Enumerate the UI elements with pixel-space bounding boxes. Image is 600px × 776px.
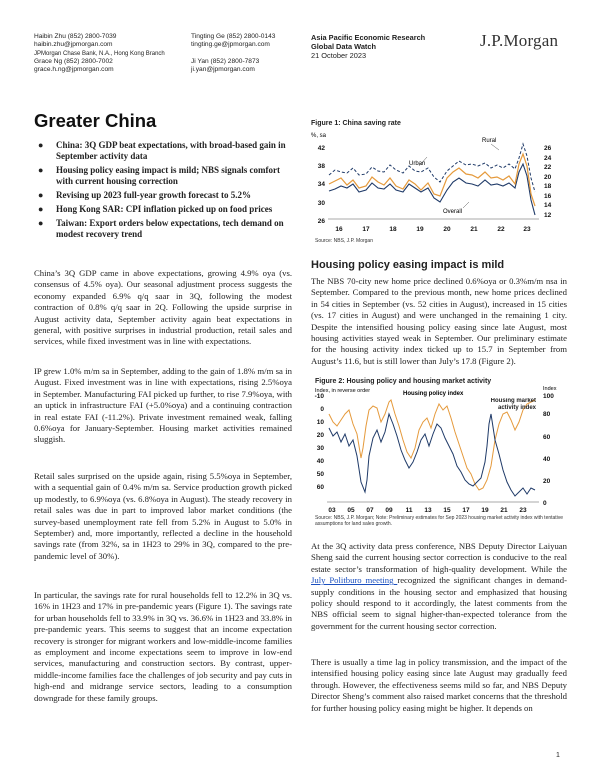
axis-tick-label: 60 bbox=[316, 484, 324, 491]
body-paragraph: Retail sales surprised on the upside again, rising 5.5%oya in September, with a sequential gain of 0.4% m/m sa. Service production growth picked up modestly, to 6.9%oya (vs. 6.8%oya in August). The steady recovery in retail sales was due in part to improved labor market conditions (the survey-based unemployment rate fell from 5.2% in August to 5.0% in September) and, more importantly, reflected a decline in the household savings rate (from 32%, sa in 1H23 to 29% in 3Q, compared to the pre-pandemic level of 30%). bbox=[34, 471, 292, 561]
axis-tick-label: 22 bbox=[544, 164, 552, 171]
figure2-source-box bbox=[315, 515, 576, 531]
axis-tick-label: 03 bbox=[328, 507, 336, 514]
axis-tick-label: 0 bbox=[543, 500, 547, 507]
series-label-rural: Rural bbox=[482, 138, 497, 144]
axis-tick-label: 20 bbox=[443, 226, 451, 233]
page-title: Greater China bbox=[34, 110, 157, 131]
series-label-urban: Urban bbox=[409, 161, 426, 167]
figure1-x-axis bbox=[335, 226, 531, 233]
axis-tick-label: 23 bbox=[519, 507, 527, 514]
axis-tick-label: 17 bbox=[462, 507, 470, 514]
figure1-unit: %, sa bbox=[311, 133, 327, 139]
axis-tick-label: 40 bbox=[316, 458, 324, 465]
axis-tick-label: 10 bbox=[316, 419, 324, 426]
contact-name: Haibin Zhu (852) 2800-7039 bbox=[34, 33, 117, 40]
body-paragraph: China’s 3Q GDP came in above expectations, growing 4.9% oya (vs. consensus of 4.5% oya). Our seasonal adjustment process suggests the economy expanded 6.9% q/q saar in 3Q, following the modest contraction of 0.8% q/q saar in 2Q. Following the upside surprise in August activity data, September activity again beat expectations in general, with positive surprises in industrial production, retail sales and services, while fixed investment was in line with expectations. bbox=[34, 268, 292, 347]
axis-tick-label: 42 bbox=[317, 145, 325, 152]
figure1-chart bbox=[311, 128, 576, 246]
contact-email[interactable]: haibin.zhu@jpmorgan.com bbox=[34, 41, 113, 49]
figure2-title: Figure 2: Housing policy and housing market activity bbox=[315, 378, 492, 385]
figure2-x-axis bbox=[328, 507, 527, 514]
body-paragraph: The NBS 70-city new home price declined 0.6%oya or 0.3%m/m nsa in September. Compared to the previous month, new home prices declined in 54 cities in September (vs. 52 cities in August), increased in 15 cities (vs. 17 cities in August) and were unchanged in the remaining 1 city. Despite the intensified housing policy easing since late August, most housing activities stayed weak in September. Our preliminary estimate for the housing activity index ticked up to 15.7 in September from August’s 11.6, but is still lower than July’s 17.8 (Figure 2). bbox=[311, 276, 567, 366]
overall-pointer bbox=[463, 202, 469, 208]
axis-tick-label: 20 bbox=[316, 432, 324, 439]
body-paragraph: In particular, the savings rate for rural households fell to 12.2% in 3Q vs. 16% in 1H23 and 17% in pre-pandemic years (Figure 1). The savings rate for urban households fell to 33.9% in 3Q vs. 36.6% in 1H23 and 33.8% in pre-pandemic years. This seems to suggest that an income expectation recovery is stronger for migrant workers and low-middle-income families as employment and income expectations seem to improve in low-end services, manufacturing and construction sectors. By contrast, upper-middle-income families face the challenges of job security and pay cuts in high-end and midrange service sectors, leading to a consumption downgrade for these family groups. bbox=[34, 590, 292, 703]
figure2-source: Source: NBS, J.P. Morgan; Note: Preliminary estimates for Sep 2023 housing market activity index with tentative assumptions for land sales growth. bbox=[315, 515, 564, 527]
figure1-left-axis bbox=[318, 145, 326, 225]
axis-tick-label: 20 bbox=[544, 174, 552, 181]
axis-tick-label: 16 bbox=[335, 226, 343, 233]
figure1-right-axis bbox=[544, 145, 552, 219]
key-point: ● Hong Kong SAR: CPI inflation picked up on food prices bbox=[38, 204, 273, 214]
axis-tick-label: 30 bbox=[316, 445, 324, 452]
contact-name: Tingting Ge (852) 2800-0143 bbox=[191, 33, 276, 40]
axis-tick-label: 0 bbox=[320, 406, 324, 413]
axis-tick-label: 18 bbox=[389, 226, 397, 233]
axis-tick-label: 38 bbox=[317, 163, 325, 170]
axis-tick-label: 60 bbox=[543, 434, 551, 441]
figure1-title: Figure 1: China saving rate bbox=[311, 120, 401, 127]
politburo-meeting-link[interactable]: July Politburo meeting bbox=[311, 575, 398, 586]
axis-tick-label: 19 bbox=[416, 226, 424, 233]
series-line-urban bbox=[329, 144, 535, 192]
axis-tick-label: 13 bbox=[424, 507, 432, 514]
axis-tick-label: 21 bbox=[470, 226, 478, 233]
axis-tick-label: 17 bbox=[362, 226, 370, 233]
contact-email[interactable]: ji.yan@jpmorgan.com bbox=[191, 66, 255, 74]
contact-3 bbox=[34, 58, 194, 75]
key-points-list bbox=[34, 140, 292, 243]
axis-tick-label: 11 bbox=[405, 507, 413, 514]
body-paragraph bbox=[311, 541, 567, 632]
axis-tick-label: 80 bbox=[543, 411, 551, 418]
paragraph-text: recognized the significant changes in demand-supply conditions in the housing sector and emphasized that housing policy should respond to it accordingly, the latest comments from the NBS official seem to signal higher-than-expected tolerance from the government for the current housing sector correction. bbox=[311, 575, 567, 631]
contact-name: Grace Ng (852) 2800-7002 bbox=[34, 58, 113, 65]
contact-email[interactable]: tingting.ge@jpmorgan.com bbox=[191, 41, 270, 49]
report-header bbox=[311, 33, 425, 60]
body-paragraph: IP grew 1.0% m/m sa in September, adding to the gain of 1.8% m/m sa in August. Fixed investment was in line with expectations, rising 2.5%oya in September. Manufacturing FAI picked up further, to rise 7.9%oya, with an uptick in infrastructure FAI (+5.0%oya) and a continuing contraction in real estate FAI (-11.2%). Private investment remained weak, falling 0.6%oya for January-September. Housing market activities remained sluggish. bbox=[34, 366, 292, 445]
contact-name: Ji Yan (852) 2800-7873 bbox=[191, 58, 260, 65]
page-number: 1 bbox=[556, 752, 560, 759]
axis-tick-label: 26 bbox=[544, 145, 552, 152]
axis-tick-label: 100 bbox=[543, 393, 554, 400]
axis-tick-label: 16 bbox=[544, 193, 552, 200]
axis-tick-label: 15 bbox=[443, 507, 451, 514]
axis-tick-label: 12 bbox=[544, 212, 552, 219]
axis-tick-label: 07 bbox=[366, 507, 374, 514]
contact-affiliation: JPMorgan Chase Bank, N.A., Hong Kong Branch bbox=[34, 50, 165, 57]
axis-tick-label: 50 bbox=[316, 471, 324, 478]
series-label-housing-policy: Housing policy index bbox=[403, 391, 464, 397]
axis-tick-label: 05 bbox=[347, 507, 355, 514]
axis-tick-label: 18 bbox=[544, 183, 552, 190]
axis-tick-label: 23 bbox=[523, 226, 531, 233]
key-point: ● Taiwan: Export orders below expectations, tech demand on modest recovery trend bbox=[38, 218, 284, 239]
figure1-source: Source: NBS, J.P. Morgan bbox=[315, 238, 373, 244]
contact-email[interactable]: grace.h.ng@jpmorgan.com bbox=[34, 66, 114, 74]
series-line-rural bbox=[329, 154, 535, 206]
axis-tick-label: 09 bbox=[385, 507, 393, 514]
series-label-overall: Overall bbox=[443, 209, 463, 215]
rural-pointer bbox=[491, 144, 499, 150]
key-point: ● China: 3Q GDP beat expectations, with broad-based gain in September activity data bbox=[38, 140, 286, 161]
section-heading: Housing policy easing impact is mild bbox=[311, 259, 505, 271]
axis-tick-label: -10 bbox=[314, 393, 324, 400]
axis-tick-label: 26 bbox=[317, 218, 325, 225]
body-paragraph: There is usually a time lag in policy transmission, and the impact of the intensified housing policy easing since late August may gradually feed through. However, the effectiveness seems mild so far, and NBS Deputy Director Sheng’s comment also raised market concerns that the threshold for further housing policy easing might be higher. It depends on bbox=[311, 657, 567, 713]
figure2-right-axis bbox=[543, 393, 554, 507]
contact-4 bbox=[191, 58, 351, 75]
axis-tick-label: 24 bbox=[544, 155, 552, 162]
axis-tick-label: 30 bbox=[317, 200, 325, 207]
axis-tick-label: 19 bbox=[481, 507, 489, 514]
jpmorgan-logo: J.P.Morgan bbox=[480, 31, 559, 50]
publication-date: 21 October 2023 bbox=[311, 51, 367, 60]
figure2-left-axis-label: Index, in reverse order bbox=[315, 388, 371, 394]
axis-tick-label: 14 bbox=[544, 202, 552, 209]
axis-tick-label: 34 bbox=[317, 181, 325, 188]
axis-tick-label: 40 bbox=[543, 456, 551, 463]
figure2-chart bbox=[311, 384, 576, 542]
figure2-right-axis-label: Index bbox=[543, 386, 557, 392]
key-point: ● Revising up 2023 full-year growth forecast to 5.2% bbox=[38, 190, 251, 200]
axis-tick-label: 20 bbox=[543, 478, 551, 485]
series-label-housing-market: Housing market activity index bbox=[490, 398, 536, 411]
research-unit: Asia Pacific Economic Research bbox=[311, 33, 426, 42]
series-label-housing-market-box bbox=[476, 398, 536, 418]
contact-1 bbox=[34, 33, 194, 58]
axis-tick-label: 22 bbox=[497, 226, 505, 233]
figure2-left-axis bbox=[315, 393, 325, 491]
axis-tick-label: 21 bbox=[500, 507, 508, 514]
paragraph-text: At the 3Q activity data press conference, NBS Deputy Director Laiyuan Sheng said the current housing sector correction is conducive to the real estate sector’s transformation of high-quality development. While the bbox=[311, 541, 567, 574]
publication-name: Global Data Watch bbox=[311, 42, 377, 51]
key-point: ● Housing policy easing impact is mild; NBS signals comfort with current housing correction bbox=[38, 165, 281, 186]
